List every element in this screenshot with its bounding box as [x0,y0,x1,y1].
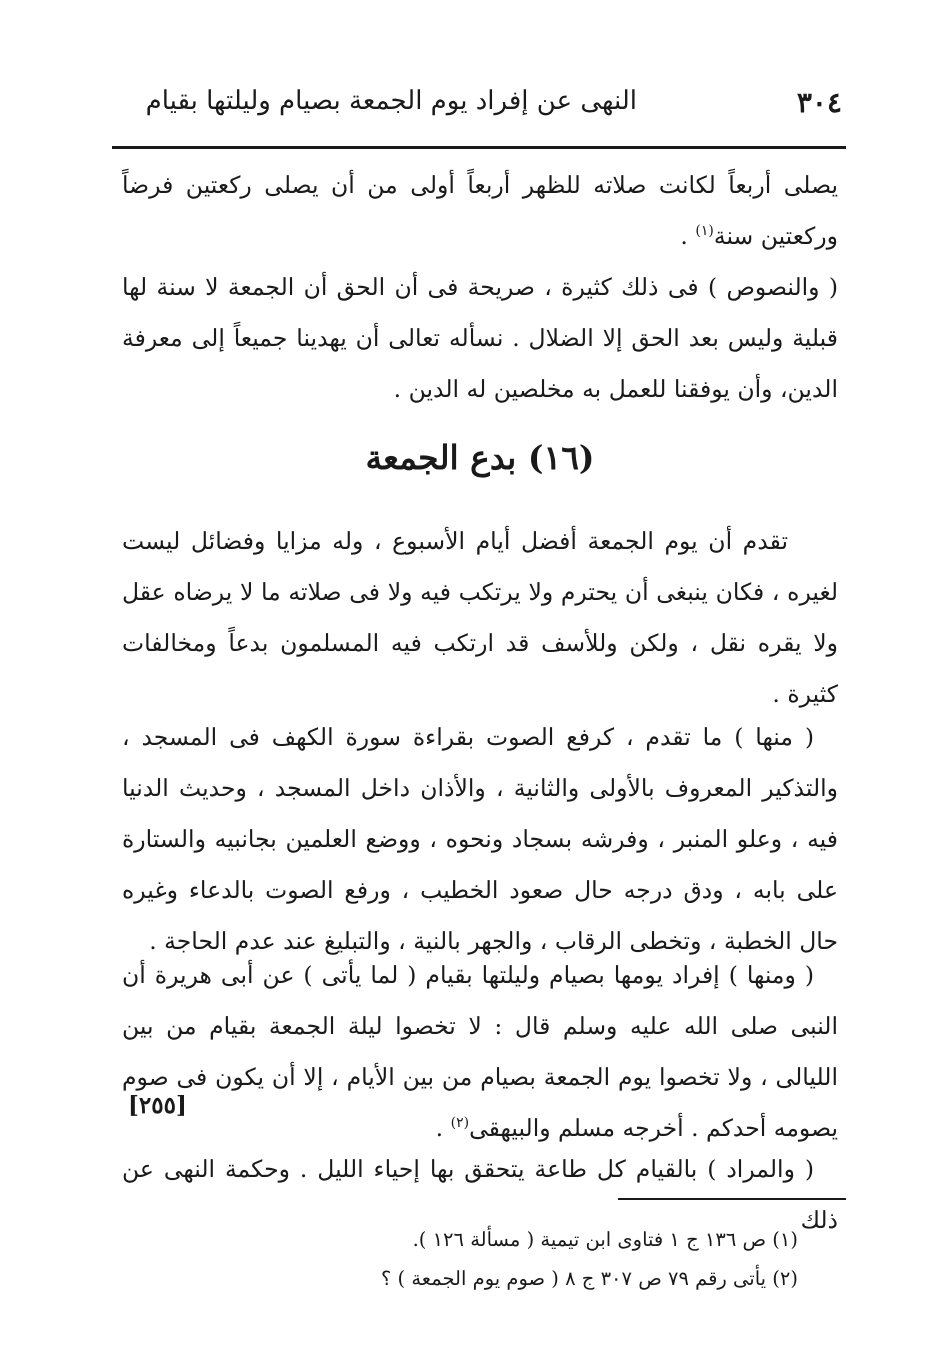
header-divider [112,146,846,149]
paragraph-intro [122,516,838,720]
footnote-1: (١) ص ١٣٦ ج ١ فتاوى ابن تيمية ( مسألة ١٢٦ ). [412,1228,798,1251]
page-header [120,82,842,132]
paragraph-text: ( والنصوص ) فى ذلك كثيرة ، صريحة فى أن الحق أن الجمعة لا سنة لها قبلية وليس بعد الحق إلا الضلال . نسأله تعالى أن يهدينا جميعاً إلى معرفة الدين، وأن يوفقنا للعمل به مخلصين له الدين . [122,273,838,403]
footnote-ref-2: (٢) [450,1115,470,1132]
paragraph-end: . [680,222,688,250]
footnote-2: (٢) يأتى رقم ٧٩ ص ٣٠٧ ج ٨ ( صوم يوم الجمعة ) ؟ [380,1267,798,1290]
paragraph-innovations-list [122,712,838,967]
paragraph-hadith [122,950,838,1154]
paragraph-text: ( منها ) ما تقدم ، كرفع الصوت بقراءة سورة الكهف فى المسجد ، والتذكير المعروف بالأولى والثانية ، والأذان داخل المسجد ، وحديث الدنيا فيه ، وعلو المنبر ، وفرشه بسجاد ونحوه ، ووضع العلمين بجانبيه والستارة على بابه ، ودق درجه حال صعود الخطيب ، ورفع الصوت بالدعاء وغيره حال الخطبة ، وتخطى الرقاب ، والجهر بالنية ، والتبليغ عند عدم الحاجة . [122,723,838,955]
paragraph-continuation [122,160,838,262]
running-title: النهى عن إفراد يوم الجمعة بصيام وليلتها بقيام [145,86,637,116]
paragraph-end: . [435,1114,444,1142]
footnote-divider [618,1198,846,1200]
page-number: ٣٠٤ [796,86,842,119]
footnote-ref-1: (١) [695,223,714,240]
paragraph-text: تقدم أن يوم الجمعة أفضل أيام الأسبوع ، وله مزايا وفضائل ليست لغيره ، فكان ينبغى أن يحترم ولا يرتكب فيه ولا فى صلاته ما لا يرضاه عقل ولا يقره نقل ، ولكن وللأسف قد ارتكب فيه المسلمون بدعاً ومخالفات كثيرة . [122,527,838,708]
paragraph-text: يصلى أربعاً لكانت صلاته للظهر أربعاً أولى من أن يصلى ركعتين فرضاً وركعتين سنة [122,171,838,250]
paragraph-text: ( ومنها ) إفراد يومها بصيام وليلتها بقيام ( لما يأتى ) عن أبى هريرة أن النبى صلى الله عليه وسلم قال : لا تخصوا ليلة الجمعة بقيام من بين الليالى ، ولا تخصوا يوم الجمعة بصيام من بين الأيام ، إلا أن يكون فى صوم يصومه أحدكم . أخرجه مسلم والبيهقى [122,961,838,1142]
marginal-reference-number: [٢٥٥] [128,1092,187,1119]
section-heading: (١٦) بدع الجمعة [365,438,595,477]
paragraph-texts [122,262,838,415]
paragraph-text: ( والمراد ) بالقيام كل طاعة يتحقق بها إحياء الليل . وحكمة النهى عن ذلك [122,1155,838,1234]
